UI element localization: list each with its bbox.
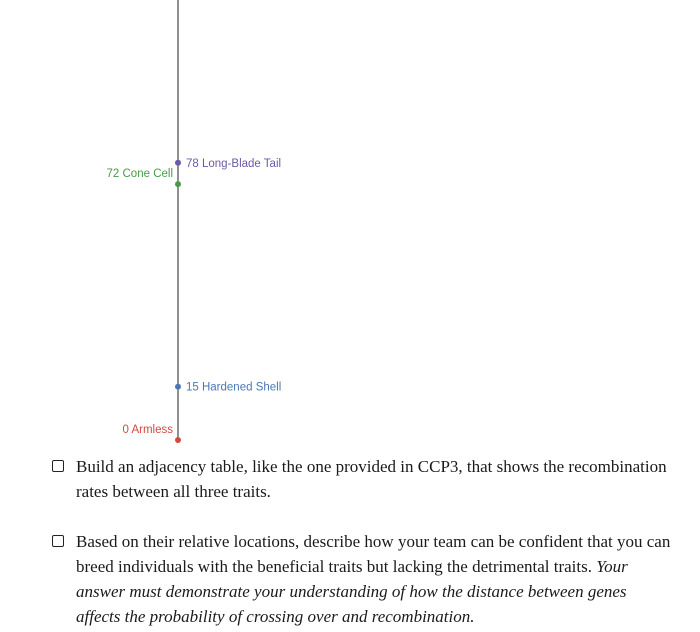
marker-label: 0 Armless — [122, 424, 173, 436]
task-relative-locations — [52, 529, 672, 629]
marker-label: 78 Long-Blade Tail — [186, 157, 282, 170]
task-text: Build an adjacency table, like the one provided in CCP3, that shows the recombination rates between all three traits. — [76, 457, 667, 501]
task-text-italic: Your answer must demonstrate your understanding of how the distance between genes affects the probability of crossing over and recombination. — [76, 557, 628, 626]
checkbox[interactable] — [52, 535, 64, 547]
marker-label: 72 Cone Cell — [106, 168, 173, 181]
task-text-main: Based on their relative locations, describe how your team can be confident that you can breed individuals with the beneficial traits but lacking the detrimental traits. — [76, 532, 671, 576]
marker-dot — [175, 384, 181, 390]
task-text — [76, 529, 672, 629]
marker-label: 15 Hardened Shell — [186, 381, 282, 394]
marker-dot — [175, 437, 181, 443]
task-adjacency-table — [52, 454, 672, 504]
checkbox[interactable] — [52, 460, 64, 472]
marker-dot — [175, 160, 181, 166]
marker-dot — [175, 181, 181, 187]
